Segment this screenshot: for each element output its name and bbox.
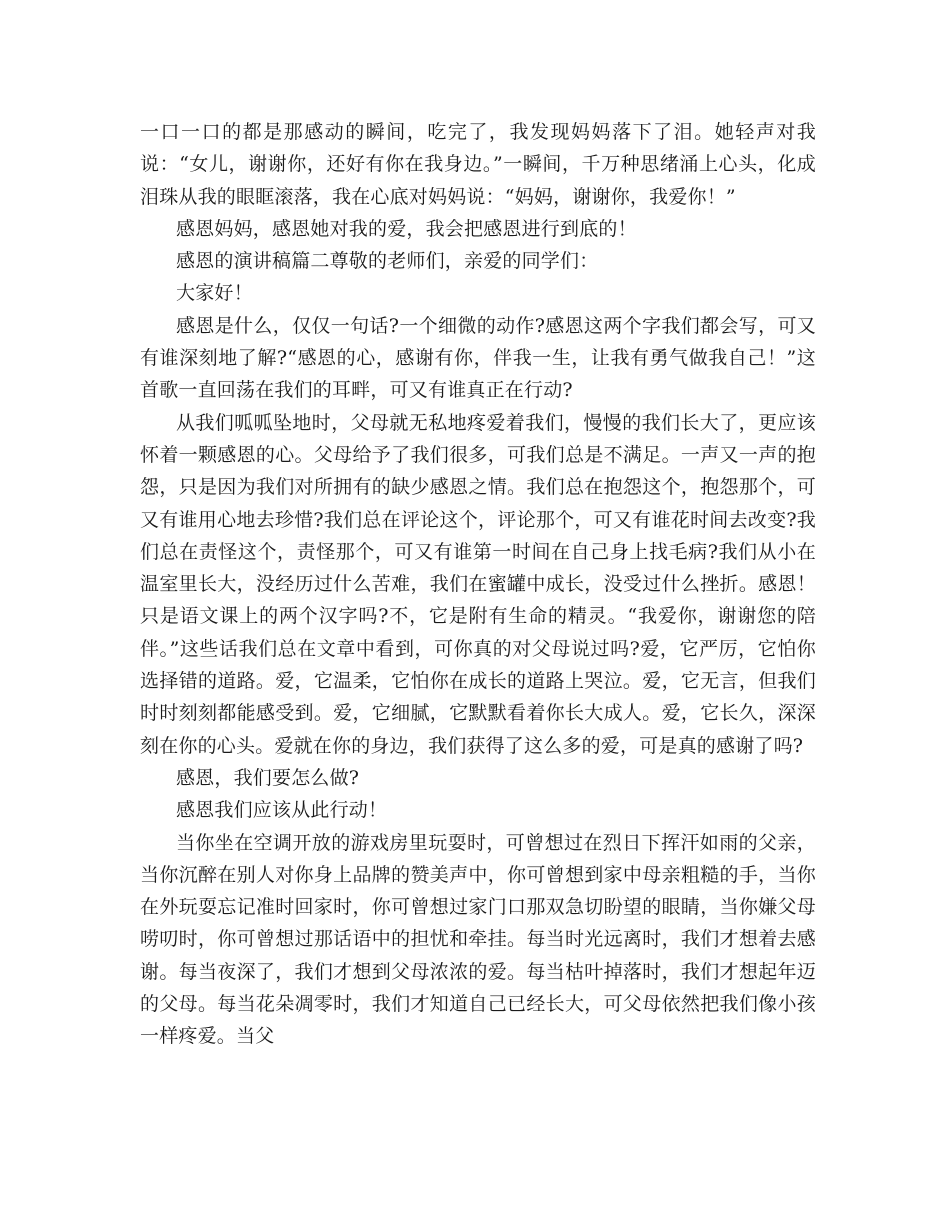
paragraph: 感恩妈妈，感恩她对我的爱，我会把感恩进行到底的！	[176, 217, 637, 240]
paragraph: 感恩我们应该从此行动！	[176, 799, 388, 822]
paragraph: 感恩，我们要怎么做?	[176, 766, 360, 789]
paragraph: 感恩的演讲稿篇二尊敬的老师们，亲爱的同学们：	[176, 250, 599, 273]
paragraph: 感恩是什么，仅仅一句话?一个细微的动作?感恩这两个字我们都会写，可又有谁深刻地了解?“感恩的心，感谢有你，伴我一生，让我有勇气做我自己！”这首歌一直回荡在我们的耳畔，可又有谁真正在行动?	[140, 314, 816, 402]
paragraph: 当你坐在空调开放的游戏房里玩耍时，可曾想过在烈日下挥汗如雨的父亲，当你沉醉在别人对你身上品牌的赞美声中，你可曾想到家中母亲粗糙的手，当你在外玩耍忘记准时回家时，你可曾想过家门口那双急切盼望的眼睛，当你嫌父母唠叨时，你可曾想过那话语中的担忧和牵挂。每当时光远离时，我们才想着去感谢。每当夜深了，我们才想到父母浓浓的爱。每当枯叶掉落时，我们才想起年迈的父母。每当花朵凋零时，我们才知道自己已经长大，可父母依然把我们像小孩一样疼爱。当父	[140, 831, 816, 1048]
document-body	[140, 116, 816, 1053]
paragraph: 从我们呱呱坠地时，父母就无私地疼爱着我们，慢慢的我们长大了，更应该怀着一颗感恩的心。父母给予了我们很多，可我们总是不满足。一声又一声的抱怨，只是因为我们对所拥有的缺少感恩之情。我们总在抱怨这个，抱怨那个，可又有谁用心地去珍惜?我们总在评论这个，评论那个，可又有谁花时间去改变?我们总在责怪这个，责怪那个，可又有谁第一时间在自己身上找毛病?我们从小在温室里长大，没经历过什么苦难，我们在蜜罐中成长，没受过什么挫折。感恩！只是语文课上的两个汉字吗?不，它是附有生命的精灵。“我爱你，谢谢您的陪伴。”这些话我们总在文章中看到，可你真的对父母说过吗?爱，它严厉，它怕你选择错的道路。爱，它温柔，它怕你在成长的道路上哭泣。爱，它无言，但我们时时刻刻都能感受到。爱，它细腻，它默默看着你长大成人。爱，它长久，深深刻在你的心头。爱就在你的身边，我们获得了这么多的爱，可是真的感谢了吗?	[140, 411, 816, 757]
paragraph: 大家好！	[176, 282, 253, 305]
paragraph: 一口一口的都是那感动的瞬间，吃完了，我发现妈妈落下了泪。她轻声对我说：“女儿，谢谢你，还好有你在我身边。”一瞬间，千万种思绪涌上心头，化成泪珠从我的眼眶滚落，我在心底对妈妈说：“妈妈，谢谢你，我爱你！”	[140, 121, 816, 208]
